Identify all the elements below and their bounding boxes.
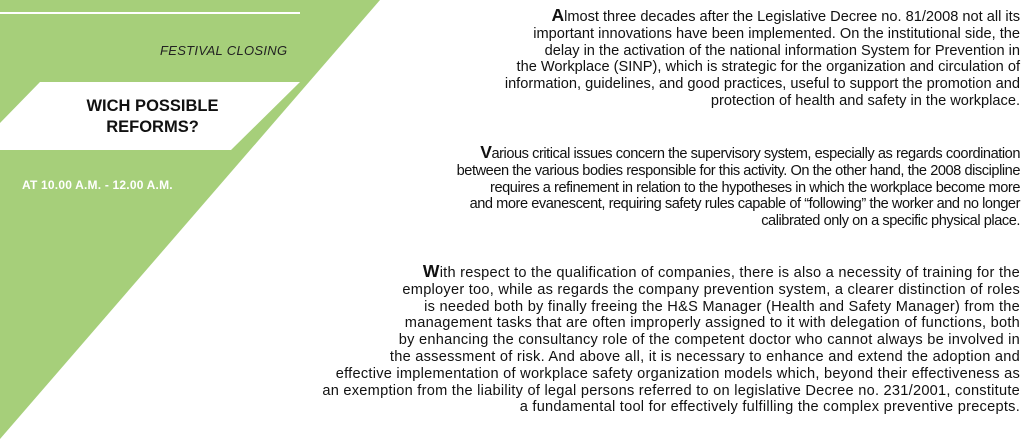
paragraph-1 — [505, 7, 1020, 110]
paragraph-line: effective implementation of workplace safety organization models which, beyond their effectiveness as — [335, 365, 1020, 382]
drop-cap: V — [480, 142, 492, 162]
paragraph-line: Almost three decades after the Legislative Decree no. 81/2008 not all its — [551, 5, 1020, 25]
paragraph-2 — [457, 144, 1020, 230]
paragraph-line: between the various bodies responsible for this activity. On the other hand, the 2008 discipline — [456, 162, 1020, 179]
paragraph-line: important innovations have been implemented. On the institutional side, the — [533, 25, 1020, 42]
paragraph-line: management tasks that are often improperly assigned to it with delegation of functions, both — [404, 315, 1020, 332]
paragraph-line: and more evanescent, requiring safety rules capable of “following” the worker and no longer — [469, 196, 1020, 213]
paragraph-line: the Workplace (SINP), which is strategic for the organization and circulation of — [516, 59, 1020, 76]
white-strip-top — [0, 12, 300, 14]
paragraph-line: employer too, while as regards the company prevention system, a clearer distinction of roles — [402, 281, 1020, 298]
paragraph-line: information, guidelines, and good practices, useful to support the promotion and — [504, 76, 1020, 93]
paragraph-line: an exemption from the liability of legal persons referred to on legislative Decree no. 231/2001, constitute — [322, 382, 1020, 399]
festival-closing-tag: FESTIVAL CLOSING — [160, 43, 288, 58]
section-title-line-2: REFORMS? — [106, 118, 199, 136]
section-title — [40, 96, 265, 138]
paragraph-line: calibrated only on a specific physical place. — [761, 213, 1020, 230]
paragraph-line: a fundamental tool for effectively fulfilling the complex preventive precepts. — [519, 399, 1020, 416]
drop-cap: A — [551, 5, 565, 25]
paragraph-line: the assessment of risk. And above all, it is necessary to enhance and extend the adoption and — [389, 348, 1020, 365]
paragraph-line: Various critical issues concern the supervisory system, especially as regards coordination — [480, 142, 1020, 162]
session-time: AT 10.00 A.M. - 12.00 A.M. — [22, 178, 173, 192]
paragraph-3 — [322, 263, 1020, 416]
paragraph-line: delay in the activation of the national information System for Prevention in — [544, 42, 1020, 59]
paragraph-line: is needed both by finally freeing the H&S Manager (Health and Safety Manager) from the — [424, 298, 1020, 315]
paragraph-line: requires a refinement in relation to the hypotheses in which the workplace become more — [490, 179, 1020, 196]
section-title-line-1: WICH POSSIBLE — [86, 97, 219, 115]
drop-cap: W — [422, 261, 440, 281]
paragraph-line: protection of health and safety in the workplace. — [710, 92, 1020, 109]
paragraph-line: by enhancing the consultancy role of the competent doctor who cannot always be involved in — [398, 332, 1020, 349]
paragraph-line: With respect to the qualification of companies, there is also a necessity of training for the — [422, 261, 1020, 281]
